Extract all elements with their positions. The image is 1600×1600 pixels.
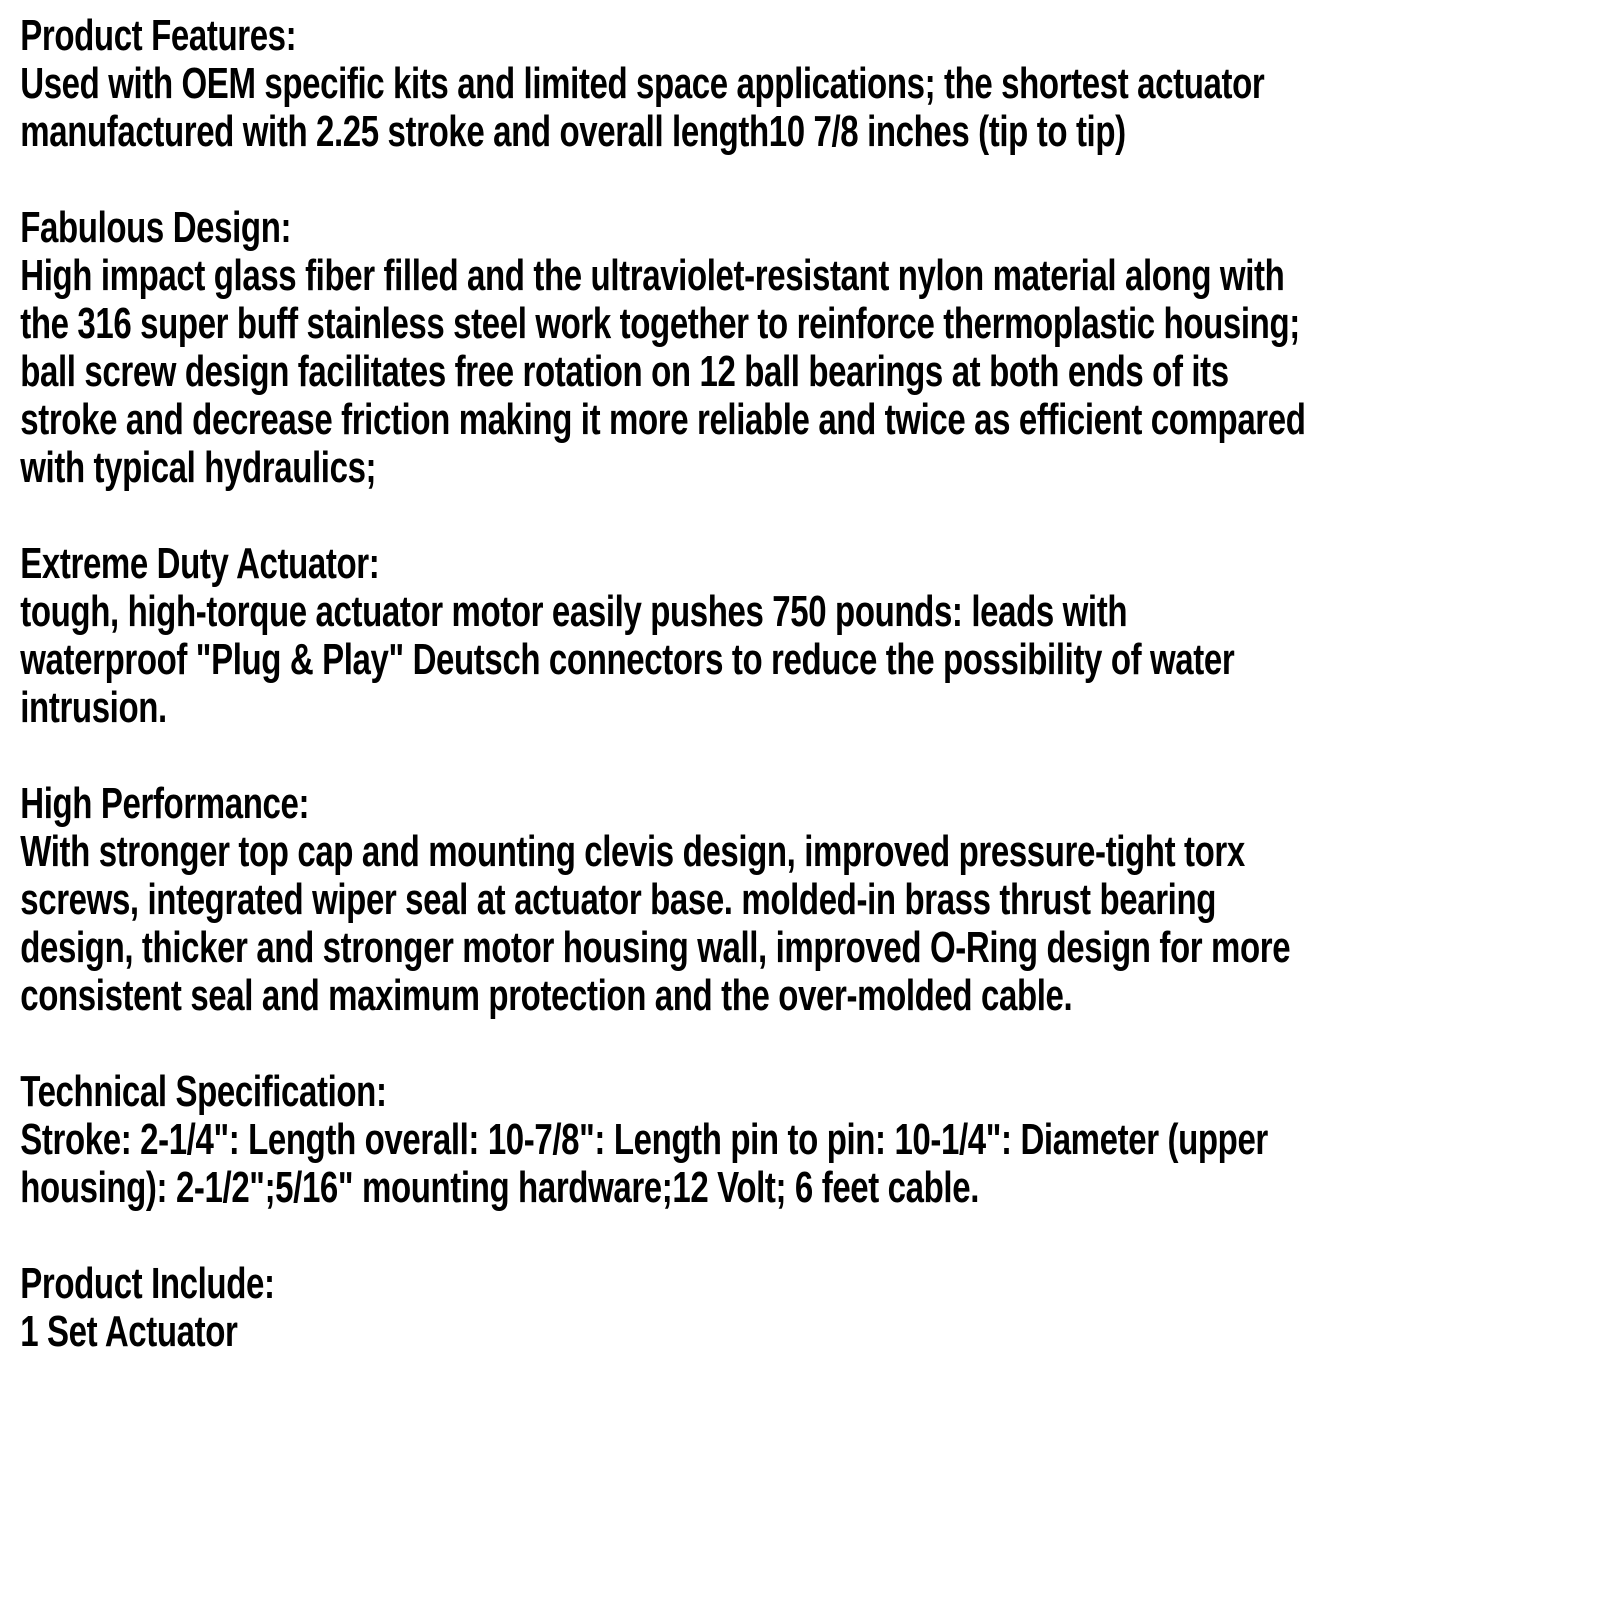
text-line: Used with OEM specific kits and limited space applications; the shortest actuator	[20, 59, 1265, 108]
section-heading: Technical Specification:	[20, 1067, 387, 1116]
section-extreme-duty-actuator	[20, 540, 1595, 732]
text-line: stroke and decrease friction making it more reliable and twice as efficient compared	[20, 395, 1306, 444]
section-product-features	[20, 12, 1595, 156]
text-line: design, thicker and stronger motor housing wall, improved O-Ring design for more	[20, 923, 1291, 972]
section-heading: Product Include:	[20, 1259, 275, 1308]
text-line: intrusion.	[20, 683, 167, 732]
text-line: the 316 super buff stainless steel work together to reinforce thermoplastic housing;	[20, 299, 1300, 348]
section-heading: Product Features:	[20, 11, 297, 60]
section-technical-specification	[20, 1068, 1595, 1212]
text-line: High impact glass fiber filled and the ultraviolet-resistant nylon material along with	[20, 251, 1285, 300]
section-product-include	[20, 1260, 1595, 1356]
section-fabulous-design	[20, 204, 1595, 492]
text-line: With stronger top cap and mounting clevis design, improved pressure-tight torx	[20, 827, 1245, 876]
text-line: waterproof "Plug & Play" Deutsch connectors to reduce the possibility of water	[20, 635, 1235, 684]
section-heading: High Performance:	[20, 779, 310, 828]
text-line: manufactured with 2.25 stroke and overall length10 7/8 inches (tip to tip)	[20, 107, 1126, 156]
text-line: ball screw design facilitates free rotation on 12 ball bearings at both ends of its	[20, 347, 1229, 396]
text-line: screws, integrated wiper seal at actuator base. molded-in brass thrust bearing	[20, 875, 1217, 924]
section-heading: Fabulous Design:	[20, 203, 292, 252]
text-line: consistent seal and maximum protection and the over-molded cable.	[20, 971, 1073, 1020]
text-line: housing): 2-1/2";5/16" mounting hardware;12 Volt; 6 feet cable.	[20, 1163, 979, 1212]
section-heading: Extreme Duty Actuator:	[20, 539, 380, 588]
text-line: tough, high-torque actuator motor easily pushes 750 pounds: leads with	[20, 587, 1128, 636]
text-line: with typical hydraulics;	[20, 443, 377, 492]
section-high-performance	[20, 780, 1595, 1020]
text-line: Stroke: 2-1/4": Length overall: 10-7/8": Length pin to pin: 10-1/4": Diameter (upper	[20, 1115, 1268, 1164]
text-line: 1 Set Actuator	[20, 1307, 238, 1356]
